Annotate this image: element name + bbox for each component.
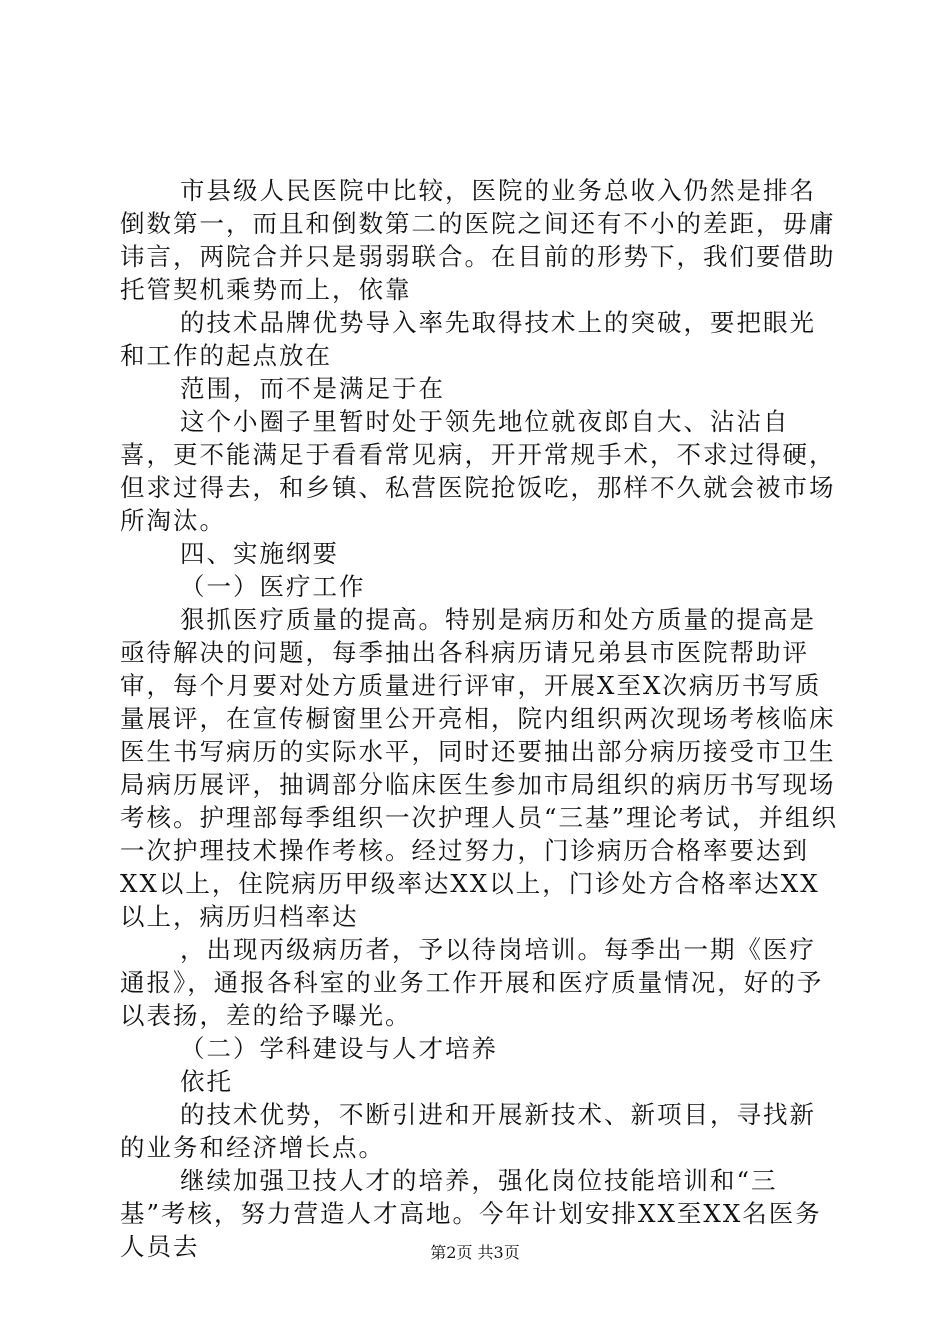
paragraph-4: 这个小圈子里暂时处于领先地位就夜郎自大、沾沾自喜，更不能满足于看看常见病，开开常规手术，不求过得硬，但求过得去，和乡镇、私营医院抢饭吃，那样不久就会被市场所淘汰。	[120, 407, 836, 535]
paragraph-tech-advantage: 的技术优势，不断引进和开展新技术、新项目，寻找新的业务和经济增长点。	[120, 1100, 816, 1162]
section-heading-4: 四、实施纲要	[180, 539, 339, 568]
paragraph-medical-bulletin: ，出现丙级病历者，予以待岗培训。每季出一期《医疗通报》，通报各科室的业务工作开展和医疗质量情况，好的予以表扬，差的给予曝光。	[120, 935, 824, 1030]
paragraph-talent-training: 继续加强卫技人才的培养，强化岗位技能培训和“三基”考核，努力营造人才高地。今年计划安排XX至XX名医务人员去	[120, 1166, 822, 1261]
paragraph-3: 范围，而不是满足于在	[180, 374, 445, 403]
subsection-heading-2: （二）学科建设与人才培养	[180, 1034, 498, 1063]
paragraph-medical-quality: 狠抓医疗质量的提高。特别是病历和处方质量的提高是亟待解决的问题，每季抽出各科病历请兄弟县市医院帮助评审，每个月要对处方质量进行评审，开展X至X次病历书写质量展评，在宣传橱窗里公开亮相，院内组织两次现场考核临床医生书写病历的实际水平，同时还要抽出部分病历接受市卫生局病历展评，抽调部分临床医生参加市局组织的病历书写现场考核。护理部每季组织一次护理人员“三基”理论考试，并组织一次护理技术操作考核。经过努力，门诊病历合格率要达到XX以上，住院病历甲级率达XX以上，门诊处方合格率达XX以上，病历归档率达	[120, 605, 839, 931]
document-body	[120, 174, 840, 1263]
paragraph-rely-on: 依托	[180, 1067, 233, 1096]
paragraph-2: 的技术品牌优势导入率先取得技术上的突破，要把眼光和工作的起点放在	[120, 308, 816, 370]
page-footer: 第2页 共3页	[430, 1243, 520, 1262]
subsection-heading-1: （一）医疗工作	[180, 572, 366, 601]
paragraph-1: 市县级人民医院中比较，医院的业务总收入仍然是排名倒数第一，而且和倒数第二的医院之间还有不小的差距，毋庸讳言，两院合并只是弱弱联合。在目前的形势下，我们要借助托管契机乘势而上，依靠	[120, 176, 836, 304]
